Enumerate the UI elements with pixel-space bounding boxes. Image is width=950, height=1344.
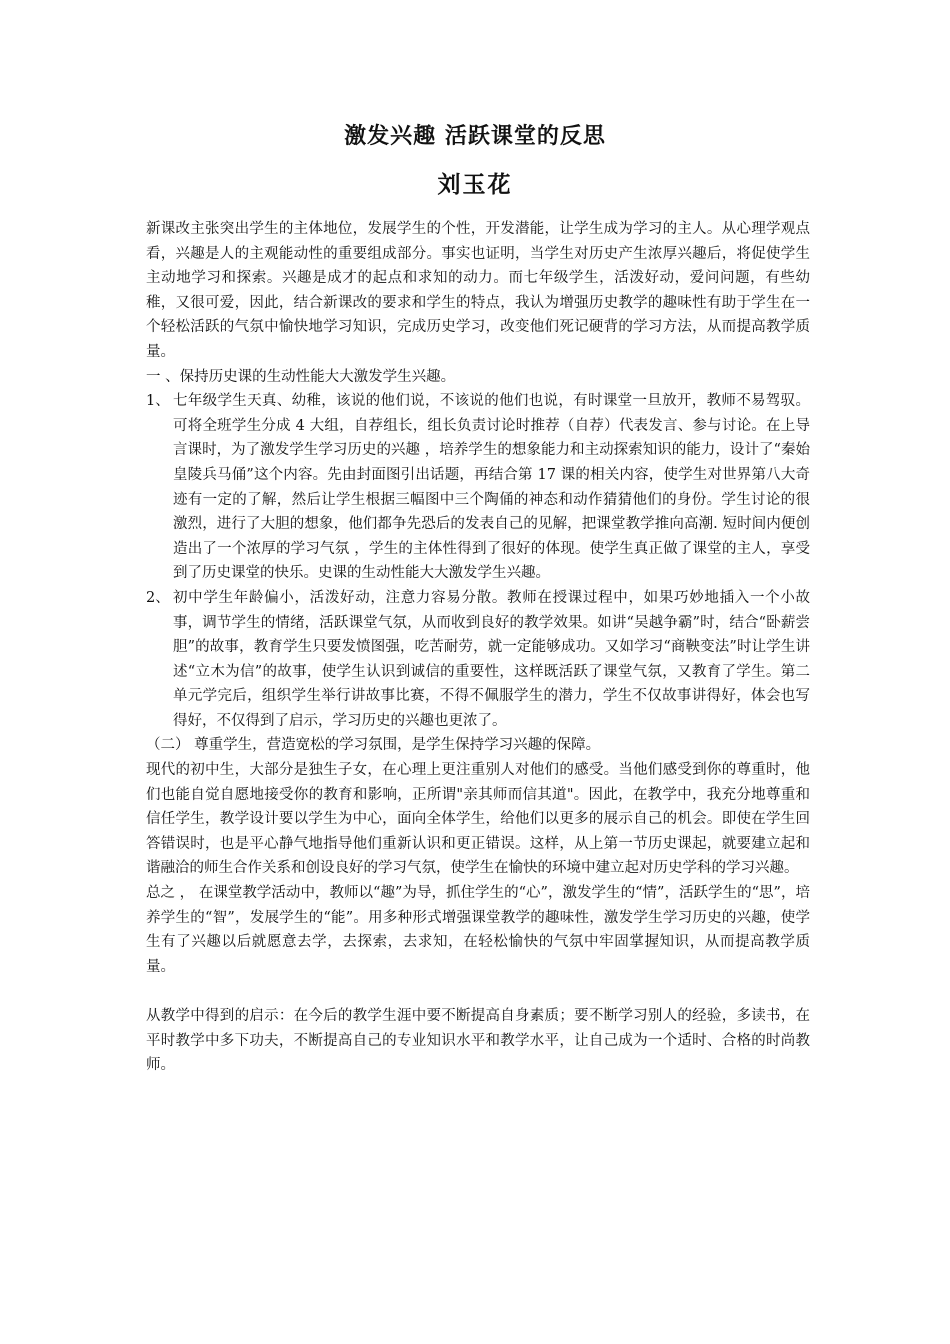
section-2-heading: （二） 尊重学生，营造宽松的学习氛围，是学生保持学习兴趣的保障。 [146, 737, 601, 754]
item-2-marker: 2、 [146, 589, 170, 606]
section-1-heading: 一 、保持历史课的生动性能大大激发学生兴趣。 [146, 368, 456, 385]
item-1-text: 七年级学生天真、幼稚，该说的他们说，不该说的他们也说，有时课堂一旦放开，教师不易驾驭。可将全班学生分成 4 大组，自荐组长，组长负责讨论时推荐（自荐）代表发言、参与讨论。在上导言课时，为了激发学生学习历史的兴趣 ，培养学生的想象能力和主动探索知识的能力，设计了“秦始皇陵兵马俑”这个内容。先由封面图引出话题，再结合第 17 课的相关内容，使学生对世界第八大奇迹有一定的了解，然后让学生根据三幅图中三个陶俑的神态和动作猜猜他们的身份。学生讨论的很激烈，进行了大胆的想象，他们都争先恐后的发表自己的见解，把课堂教学推向高潮. 短时间内便创造出了一个浓厚的学习气氛 ，学生的主体性得到了很好的体现。使学生真正做了课堂的主人，享受到了历史课堂的快乐。史课的生动性能大大激发学生兴趣。 [173, 393, 810, 582]
section-2-paragraph: 现代的初中生，大部分是独生子女，在心理上更注重别人对他们的感受。当他们感受到你的尊重时，他们也能自觉自愿地接受你的教育和影响，正所谓"亲其师而信其道"。因此，在教学中，我充分地尊重和信任学生，教学设计要以学生为中心，面向全体学生，给他们以更多的展示自己的机会。即使在学生回答错误时，也是平心静气地指导他们重新认识和更正错误。这样，从上第一节历史课起，就要建立起和谐融洽的师生合作关系和创设良好的学习气氛，使学生在愉快的环境中建立起对历史学科的学习兴趣。 [146, 762, 810, 877]
document-title: 激发兴趣 活跃课堂的反思 [344, 124, 606, 149]
insight-paragraph: 从教学中得到的启示：在今后的教学生涯中要不断提高自身素质；要不断学习别人的经验，多读书，在平时教学中多下功夫，不断提高自己的专业知识水平和教学水平，让自己成为一个适时、合格的时尚教师。 [146, 1008, 810, 1074]
numbered-item-1 [146, 389, 810, 586]
intro-paragraph: 新课改主张突出学生的主体地位，发展学生的个性，开发潜能，让学生成为学习的主人。从心理学观点看，兴趣是人的主观能动性的重要组成部分。事实也证明，当学生对历史产生浓厚兴趣后，将促使学生主动地学习和探索。兴趣是成才的起点和求知的动力。而七年级学生，活泼好动，爱问问题，有些幼稚，又很可爱，因此，结合新课改的要求和学生的特点，我认为增强历史教学的趣味性有助于学生在一个轻松活跃的气氛中愉快地学习知识，完成历史学习，改变他们死记硬背的学习方法，从而提高教学质量。 [146, 221, 810, 360]
summary-paragraph: 总之 ， 在课堂教学活动中，教师以“趣”为导，抓住学生的“心”，激发学生的“情”，活跃学生的“思”，培养学生的“智”，发展学生的“能”。用多种形式增强课堂教学的趣味性，激发学生学习历史的兴趣，使学生有了兴趣以后就愿意去学，去探索，去求知，在轻松愉快的气氛中牢固掌握知识，从而提高教学质量。 [146, 885, 810, 975]
item-1-marker: 1、 [146, 393, 170, 410]
document-body [146, 217, 810, 1078]
paragraph-gap [146, 979, 810, 1004]
item-2-text: 初中学生年龄偏小，活泼好动，注意力容易分散。教师在授课过程中，如果巧妙地插入一个小故事，调节学生的情绪，活跃课堂气氛，从而收到良好的教学效果。如讲“吴越争霸”时，结合“卧薪尝胆”的故事，教育学生只要发愤图强，吃苦耐劳，就一定能够成功。又如学习“商鞅变法”时让学生讲述“立木为信”的故事，使学生认识到诚信的重要性，这样既活跃了课堂气氛，又教育了学生。第二单元学完后，组织学生举行讲故事比赛，不得不佩服学生的潜力，学生不仅故事讲得好，体会也写得好，不仅得到了启示，学习历史的兴趣也更浓了。 [173, 589, 810, 729]
document-author: 刘玉花 [437, 172, 513, 198]
numbered-item-2 [146, 586, 810, 734]
